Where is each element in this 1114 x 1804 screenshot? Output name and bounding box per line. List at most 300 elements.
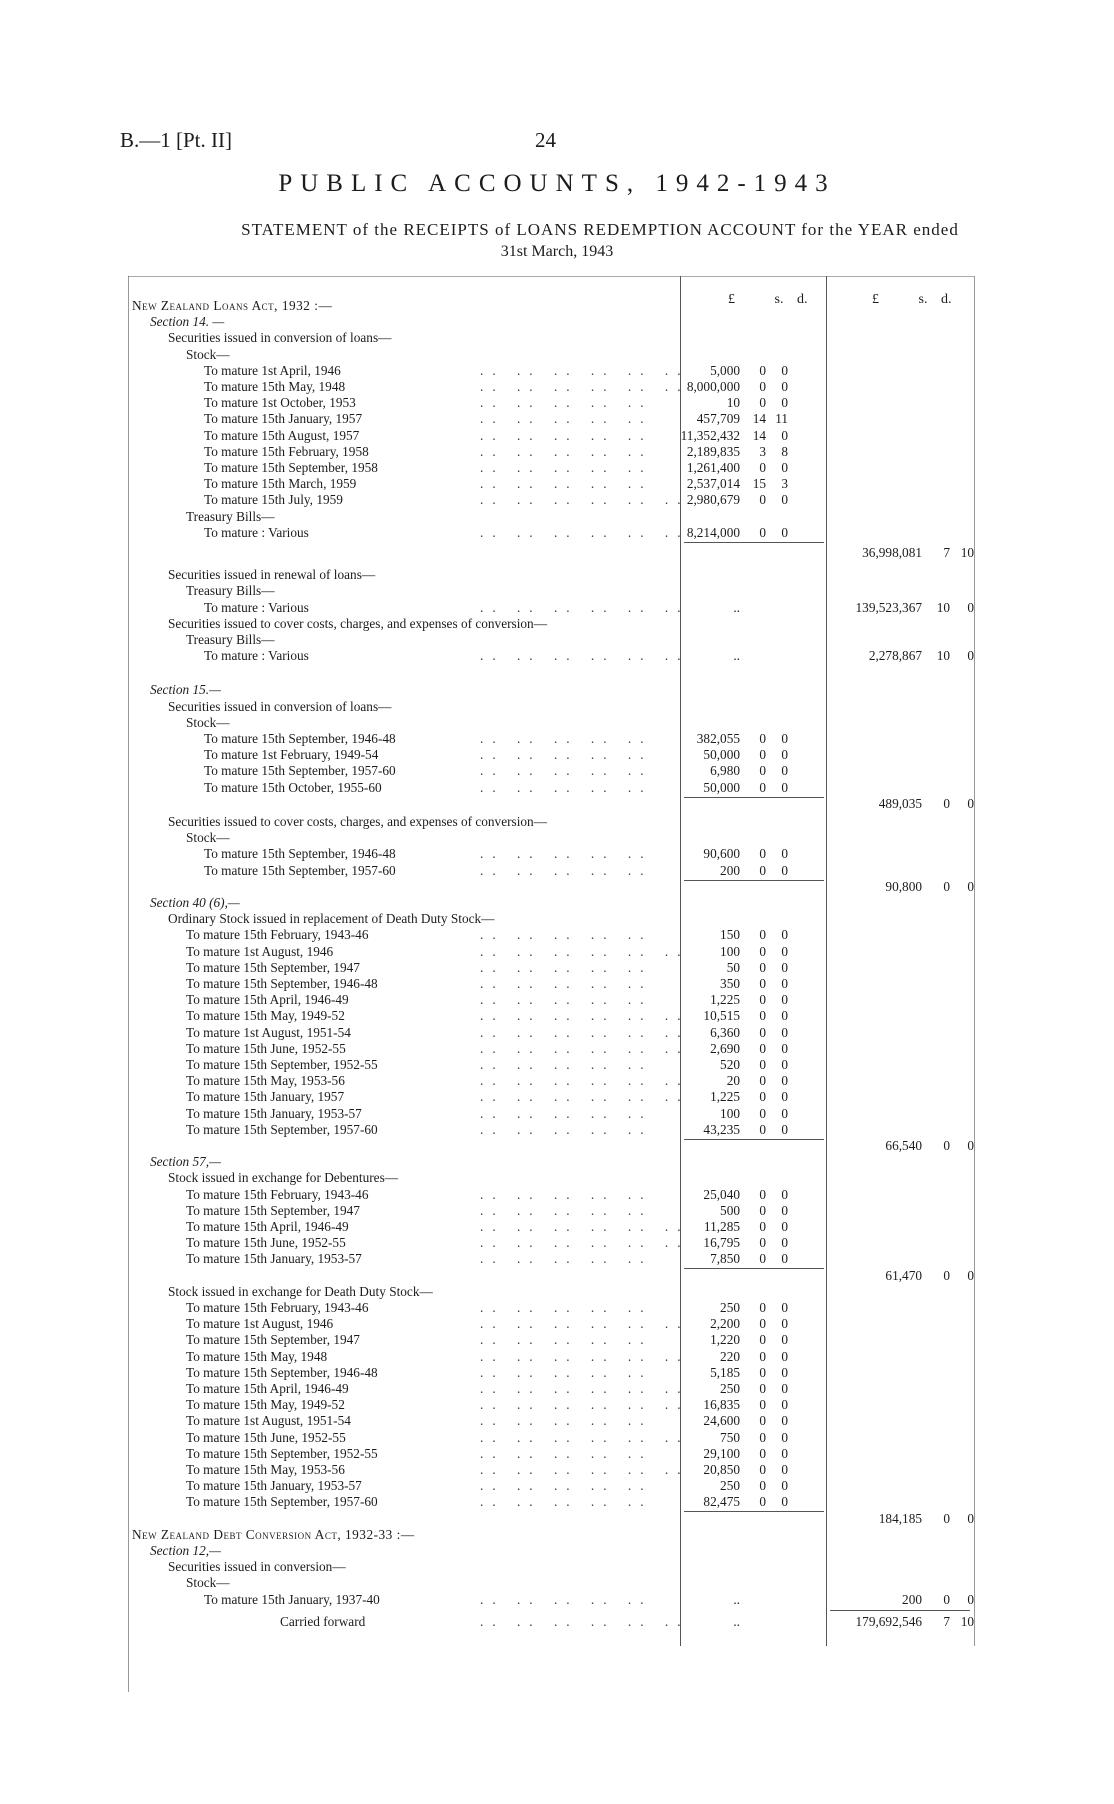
amount-cell: [648, 1057, 788, 1073]
amount-cell: [648, 1592, 788, 1608]
table-row: [0, 1203, 1114, 1219]
pounds: 100: [720, 943, 740, 959]
table-row: [0, 363, 1114, 379]
row-label: To mature 15th May, 1948: [204, 379, 346, 394]
row-label: To mature 15th September, 1957-60: [204, 862, 396, 878]
table-row: [0, 1251, 1114, 1267]
amount-cell: [648, 460, 788, 476]
pence: 0: [781, 1316, 788, 1332]
row-label: To mature 15th September, 1947: [186, 1332, 360, 1348]
shillings: 0: [759, 1089, 766, 1105]
row-label: To mature 15th January, 1937-40: [204, 1591, 380, 1607]
table-row: [0, 567, 1114, 583]
row-label: To mature 15th August, 1957: [204, 427, 360, 443]
shillings: 0: [759, 959, 766, 975]
table-row: [0, 632, 1114, 648]
pounds: 457,709: [696, 411, 740, 427]
shillings: 0: [943, 878, 950, 894]
shillings: 0: [759, 1445, 766, 1461]
amount-cell: [648, 1300, 788, 1316]
row-label: To mature 15th May, 1953-56: [186, 1073, 345, 1089]
total-cell: [814, 796, 974, 812]
row-label: To mature 15th September, 1947: [186, 1202, 360, 1218]
pence: 0: [781, 779, 788, 795]
row-label: To mature 15th April, 1946-49: [186, 1381, 349, 1396]
row-label: New Zealand Debt Conversion Act, 1932-33 :—: [132, 1526, 415, 1542]
row-label: Securities issued in conversion of loans—: [168, 698, 392, 714]
table-row: [0, 1365, 1114, 1381]
leader-dots: .. .. .. .. ..: [480, 731, 653, 746]
pounds: 2,278,867: [868, 648, 922, 664]
pence: 0: [781, 1040, 788, 1056]
amount-cell: [648, 927, 788, 943]
shillings: 7: [943, 545, 950, 560]
amount-cell: [648, 525, 788, 541]
leader-dots: .. .. .. .. ..: [480, 1186, 653, 1202]
shillings: 0: [759, 779, 766, 795]
shillings: 14: [752, 411, 766, 427]
leader-dots: .. .. .. .. ..: [480, 1121, 653, 1137]
leader-dots: .. .. .. .. .. ..: [480, 362, 690, 378]
table-row: [0, 747, 1114, 763]
leader-dots: .. .. .. .. ..: [480, 1300, 653, 1315]
row-label: Treasury Bills—: [186, 583, 275, 599]
table-row: [0, 895, 1114, 911]
table-row: [0, 1413, 1114, 1429]
table-row: [0, 298, 1114, 314]
amount-cell: [648, 976, 788, 992]
table-row: [0, 1122, 1114, 1138]
row-label: To mature 15th January, 1953-57: [186, 1251, 362, 1267]
pounds: 20: [726, 1073, 740, 1089]
amount-cell: [648, 1397, 788, 1413]
pounds: 90,800: [885, 878, 922, 894]
shillings: 0: [943, 1138, 950, 1153]
leader-dots: .. .. .. .. .. ..: [480, 1316, 690, 1332]
pence: 0: [781, 1429, 788, 1445]
leader-dots: .. .. .. .. ..: [480, 1591, 653, 1607]
table-row: [0, 492, 1114, 508]
leader-dots: .. .. .. .. .. ..: [480, 1219, 690, 1234]
leader-dots: .. .. .. .. .. ..: [480, 1089, 690, 1105]
pence: 0: [781, 1381, 788, 1396]
pounds: 500: [720, 1202, 740, 1218]
table-row: [0, 1575, 1114, 1591]
pence: 0: [781, 1364, 788, 1380]
row-label: Stock—: [186, 830, 230, 846]
pence: 0: [781, 1300, 788, 1315]
row-label: Securities issued to cover costs, charges, and expenses of conversion—: [168, 814, 547, 829]
pounds: 8,000,000: [686, 379, 740, 394]
pence-header: d.: [940, 292, 952, 307]
leader-dots: .. .. .. .. .. ..: [480, 1429, 690, 1445]
row-label: To mature 15th February, 1958: [204, 443, 369, 459]
table-row: [0, 1462, 1114, 1478]
row-label: Section 14. —: [150, 314, 225, 330]
pence: 0: [781, 1008, 788, 1024]
table-row: [0, 648, 1114, 664]
row-label: To mature 15th September, 1957-60: [186, 1494, 378, 1510]
leader-dots: .. .. .. .. .. ..: [480, 943, 690, 959]
row-label: To mature 15th July, 1959: [204, 492, 343, 508]
row-label: To mature 15th February, 1943-46: [186, 927, 369, 943]
amount-cell: [648, 1041, 788, 1057]
row-label: Treasury Bills—: [186, 632, 275, 647]
table-row: [0, 1316, 1114, 1332]
shillings: 0: [759, 1040, 766, 1056]
pence: 0: [781, 427, 788, 443]
pounds: 50,000: [703, 747, 740, 763]
page-number: 24: [535, 128, 556, 152]
row-label: Section 40 (6),—: [150, 895, 240, 910]
leader-dots: .. .. .. .. .. ..: [480, 1024, 690, 1040]
pounds: 200: [720, 862, 740, 878]
table-row: [0, 411, 1114, 427]
pounds: 184,185: [878, 1510, 922, 1526]
pence: 0: [781, 460, 788, 475]
shillings: 0: [759, 976, 766, 991]
table-row: [0, 1187, 1114, 1203]
row-label: Securities issued in conversion—: [168, 1559, 346, 1575]
shillings: 0: [759, 524, 766, 540]
shillings: 0: [759, 846, 766, 862]
shillings: 0: [759, 1057, 766, 1072]
pounds: 8,214,000: [686, 524, 740, 540]
leader-dots: .. .. .. .. .. ..: [480, 1348, 690, 1364]
row-label: To mature 15th May, 1949-52: [186, 1397, 345, 1413]
pence: 11: [775, 411, 788, 427]
table-row: [0, 545, 1114, 561]
table-row: [0, 330, 1114, 346]
leader-dots: .. .. .. .. ..: [480, 1057, 653, 1072]
pounds: 250: [720, 1478, 740, 1494]
pence: 0: [781, 927, 788, 943]
table-row: [0, 600, 1114, 616]
amount-cell: [648, 846, 788, 862]
pounds: 16,795: [703, 1235, 740, 1251]
table-row: [0, 1106, 1114, 1122]
pounds: 2,200: [710, 1316, 740, 1332]
pence: 0: [781, 1445, 788, 1461]
pounds: 11,285: [703, 1219, 740, 1234]
shillings: 0: [759, 731, 766, 746]
amount-cell: [648, 476, 788, 492]
shillings: 0: [759, 460, 766, 475]
leader-dots: .. .. .. .. ..: [480, 992, 653, 1008]
total-cell: [814, 648, 974, 664]
row-label: Section 12,—: [150, 1543, 221, 1558]
pounds: 29,100: [703, 1445, 740, 1461]
amount-cell: [648, 1494, 788, 1510]
row-label: Carried forward: [280, 1613, 366, 1629]
leader-dots: .. .. .. .. .. ..: [480, 1008, 690, 1024]
row-label: Stock issued in exchange for Death Duty Stock—: [168, 1283, 433, 1299]
amount-cell: [648, 411, 788, 427]
table-row: [0, 525, 1114, 541]
leader-dots: .. .. .. .. ..: [480, 846, 653, 862]
table-row: [0, 583, 1114, 599]
shillings: 0: [759, 362, 766, 378]
pence: 0: [781, 1219, 788, 1234]
shillings: 0: [759, 1462, 766, 1477]
pence: 0: [781, 379, 788, 394]
shillings: 0: [759, 1251, 766, 1267]
pounds: 150: [720, 927, 740, 943]
pounds: 50,000: [703, 779, 740, 795]
row-label: To mature 15th February, 1943-46: [186, 1186, 369, 1202]
leader-dots: .. .. .. .. ..: [480, 1251, 653, 1267]
statement-title: STATEMENT of the RECEIPTS of LOANS REDEMPTION ACCOUNT for the YEAR ended: [241, 220, 959, 239]
pence: 0: [781, 1202, 788, 1218]
pounds: 489,035: [878, 795, 922, 811]
row-label: To mature 15th January, 1953-57: [186, 1105, 362, 1121]
leader-dots: .. .. .. .. ..: [480, 1413, 653, 1429]
shillings: 15: [752, 476, 766, 492]
amount-cell: [648, 960, 788, 976]
pounds: 5,000: [710, 362, 740, 378]
amount-cell: [648, 863, 788, 879]
leader-dots: .. .. .. .. .. ..: [480, 1613, 690, 1629]
pounds: 6,360: [710, 1024, 740, 1040]
pounds: 10: [726, 395, 740, 411]
shillings: 0: [759, 492, 766, 508]
leader-dots: .. .. .. .. .. ..: [480, 524, 690, 540]
shillings: 0: [759, 943, 766, 959]
amount-cell: [648, 763, 788, 779]
leader-dots: .. .. .. .. .. ..: [480, 1073, 690, 1089]
amount-cell: [648, 1462, 788, 1478]
row-label: Section 15.—: [150, 682, 221, 698]
pounds: 24,600: [703, 1413, 740, 1429]
amount-cell: [648, 648, 788, 664]
shillings-header: s.: [918, 292, 928, 307]
table-row: [0, 1381, 1114, 1397]
shillings: 0: [759, 1300, 766, 1315]
pounds: 2,690: [710, 1040, 740, 1056]
pence: 0: [781, 992, 788, 1008]
pounds: 5,185: [710, 1364, 740, 1380]
shillings: 0: [759, 1332, 766, 1348]
table-row: [0, 476, 1114, 492]
total-cell: [814, 545, 974, 561]
shillings: 0: [759, 1202, 766, 1218]
leader-dots: .. .. .. .. ..: [480, 862, 653, 878]
amount-cell: [648, 780, 788, 796]
leader-dots: .. .. .. .. .. ..: [480, 1381, 690, 1396]
row-label: Section 57,—: [150, 1154, 221, 1170]
shillings: 10: [936, 599, 950, 615]
pounds: 382,055: [696, 731, 740, 746]
leader-dots: .. .. .. .. .. ..: [480, 648, 690, 664]
row-label: To mature 1st August, 1951-54: [186, 1413, 351, 1429]
pounds: 90,600: [703, 846, 740, 862]
table-row: [0, 1592, 1114, 1608]
row-label: To mature : Various: [204, 599, 309, 615]
table-row: [0, 927, 1114, 943]
table-row: [0, 1219, 1114, 1235]
total-cell: [814, 1138, 974, 1154]
row-label: To mature 15th January, 1953-57: [186, 1478, 362, 1494]
row-label: To mature 15th January, 1957: [204, 411, 363, 427]
pounds: ..: [733, 648, 740, 664]
pence: 0: [781, 747, 788, 763]
pence: 0: [781, 862, 788, 878]
table-row: [0, 763, 1114, 779]
row-label: To mature 15th September, 1952-55: [186, 1445, 378, 1461]
row-label: To mature 15th June, 1952-55: [186, 1235, 346, 1251]
table-row: [0, 814, 1114, 830]
row-label: To mature 15th April, 1946-49: [186, 1219, 349, 1234]
row-label: To mature 15th September, 1957-60: [204, 763, 396, 779]
table-row: [0, 1268, 1114, 1284]
amount-cell: [648, 1025, 788, 1041]
table-row: [0, 976, 1114, 992]
leader-dots: .. .. .. .. ..: [480, 476, 653, 492]
pounds: 36,998,081: [862, 545, 922, 560]
row-label: Securities issued in conversion of loans—: [168, 330, 392, 346]
row-label: Stock—: [186, 1575, 230, 1591]
pounds: 1,225: [710, 1089, 740, 1105]
total-cell: [814, 879, 974, 895]
amount-cell: [648, 1332, 788, 1348]
page-heading: PUBLIC ACCOUNTS, 1942-1943: [278, 170, 836, 197]
table-row: [0, 1041, 1114, 1057]
table-row: [0, 796, 1114, 812]
table-row: [0, 780, 1114, 796]
pence: 0: [781, 1478, 788, 1494]
pounds: 11,352,432: [680, 427, 740, 443]
table-row: [0, 1527, 1114, 1543]
amount-cell: [648, 944, 788, 960]
pounds-header: £: [728, 292, 735, 307]
pence: 0: [781, 959, 788, 975]
table-row: [0, 1073, 1114, 1089]
leader-dots: .. .. .. .. ..: [480, 1478, 653, 1494]
row-label: New Zealand Loans Act, 1932 :—: [132, 298, 333, 313]
leader-dots: .. .. .. .. ..: [480, 1105, 653, 1121]
table-row: [0, 1300, 1114, 1316]
table-row: [0, 1154, 1114, 1170]
row-label: To mature 15th September, 1946-48: [204, 846, 396, 862]
shillings: 0: [759, 1413, 766, 1429]
row-label: To mature 15th May, 1949-52: [186, 1008, 345, 1024]
pence: 0: [781, 1348, 788, 1364]
shillings: 0: [759, 862, 766, 878]
pounds: 2,189,835: [686, 443, 740, 459]
leader-dots: .. .. .. .. .. ..: [480, 379, 690, 394]
table-row: [0, 1170, 1114, 1186]
table-row: [0, 428, 1114, 444]
shillings: 0: [943, 795, 950, 811]
pounds: 10,515: [703, 1008, 740, 1024]
table-row: [0, 1478, 1114, 1494]
pence: 0: [781, 1105, 788, 1121]
row-label: To mature 1st February, 1949-54: [204, 747, 379, 763]
table-row: [0, 379, 1114, 395]
row-label: To mature 15th February, 1943-46: [186, 1300, 369, 1315]
shillings: 0: [759, 1348, 766, 1364]
row-label: Treasury Bills—: [186, 508, 275, 524]
shillings: 14: [752, 427, 766, 443]
pounds: 61,470: [885, 1267, 922, 1283]
row-label: To mature 15th June, 1952-55: [186, 1429, 346, 1445]
table-row: [0, 1543, 1114, 1559]
table-row: [0, 911, 1114, 927]
pence: 0: [781, 524, 788, 540]
pence: 0: [967, 1591, 974, 1607]
shillings: 0: [759, 1494, 766, 1510]
amount-cell: [648, 1122, 788, 1138]
shillings: 0: [759, 1008, 766, 1024]
table-row: [0, 1614, 1114, 1630]
amount-cell: [648, 1219, 788, 1235]
table-row: [0, 960, 1114, 976]
pounds: 750: [720, 1429, 740, 1445]
pounds: 350: [720, 976, 740, 991]
table-row: [0, 1284, 1114, 1300]
pence: 0: [781, 1057, 788, 1072]
row-label: To mature 15th September, 1957-60: [186, 1121, 378, 1137]
table-row: [0, 682, 1114, 698]
shillings: 0: [759, 992, 766, 1008]
pounds-header: £: [872, 292, 879, 307]
amount-cell: [648, 1349, 788, 1365]
pounds: 82,475: [703, 1494, 740, 1510]
leader-dots: .. .. .. .. ..: [480, 1364, 653, 1380]
pounds: 2,537,014: [686, 476, 740, 492]
shillings: 0: [759, 379, 766, 394]
pence: 0: [781, 1397, 788, 1413]
total-rule: [830, 1610, 970, 1611]
pence: 0: [781, 1186, 788, 1202]
row-label: To mature 15th September, 1947: [186, 959, 360, 975]
pence: 0: [781, 1462, 788, 1477]
leader-dots: .. .. .. .. .. ..: [480, 1397, 690, 1413]
table-row: [0, 1235, 1114, 1251]
row-label: Securities issued in renewal of loans—: [168, 567, 376, 583]
pounds: 25,040: [703, 1186, 740, 1202]
table-row: [0, 1138, 1114, 1154]
amount-cell: [648, 600, 788, 616]
shillings: 0: [759, 1478, 766, 1494]
leader-dots: .. .. .. .. ..: [480, 747, 653, 763]
leader-dots: .. .. .. .. .. ..: [480, 1040, 690, 1056]
pounds: 1,220: [710, 1332, 740, 1348]
pence: 10: [960, 545, 974, 560]
pence-header: d.: [796, 292, 808, 307]
pence: 0: [967, 648, 974, 664]
table-row: [0, 1446, 1114, 1462]
table-row: [0, 699, 1114, 715]
amount-cell: [648, 1203, 788, 1219]
pence: 10: [960, 1613, 974, 1629]
row-label: To mature 15th September, 1958: [204, 460, 378, 475]
amount-cell: [648, 492, 788, 508]
leader-dots: .. .. .. .. ..: [480, 976, 653, 991]
amount-cell: [648, 428, 788, 444]
pounds: 66,540: [885, 1138, 922, 1153]
table-row: [0, 1089, 1114, 1105]
amount-cell: [648, 992, 788, 1008]
amount-cell: [648, 1073, 788, 1089]
table-row: [0, 395, 1114, 411]
pounds: 16,835: [703, 1397, 740, 1413]
amount-cell: [648, 379, 788, 395]
total-cell: [814, 1614, 974, 1630]
shillings: 0: [759, 395, 766, 411]
pounds: 220: [720, 1348, 740, 1364]
table-row: [0, 1025, 1114, 1041]
